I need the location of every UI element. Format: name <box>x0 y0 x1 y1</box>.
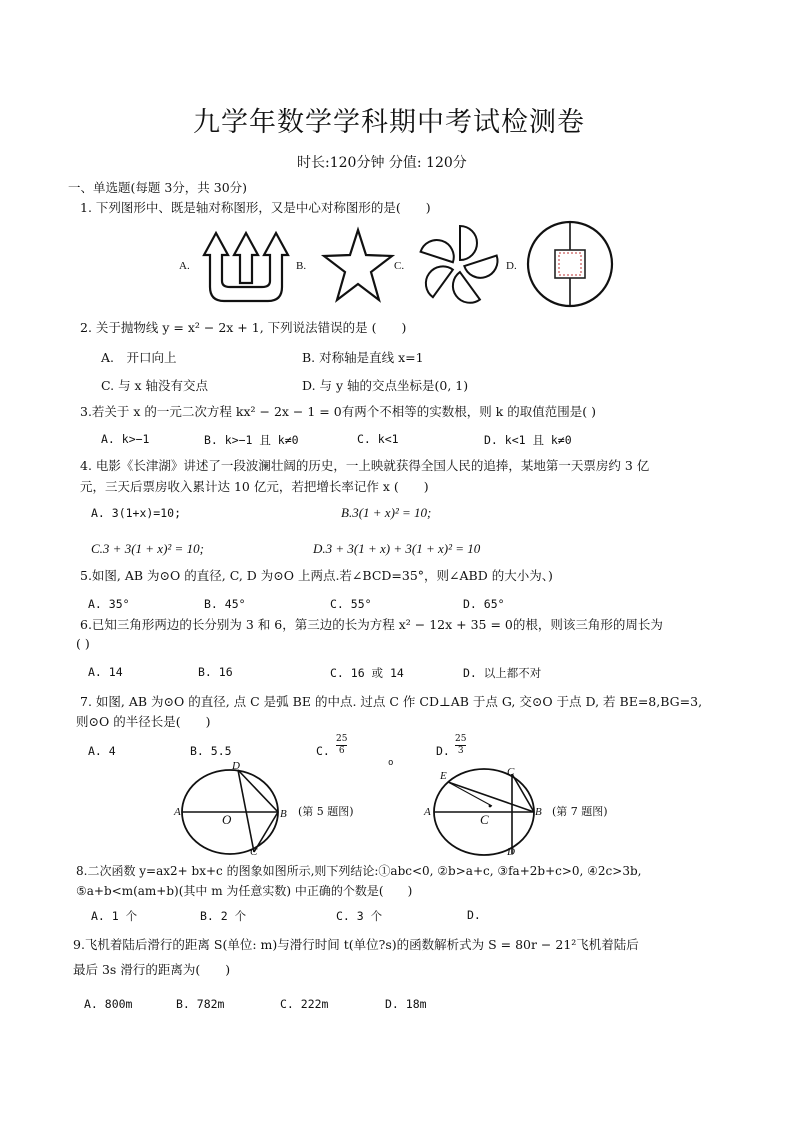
q2-option-d: D. 与 y 轴的交点坐标是(0, 1) <box>302 378 469 393</box>
fraction-denominator: 6 <box>338 746 345 756</box>
pinwheel-figure <box>410 222 506 310</box>
q2-option-a: A. 开口向上 <box>101 350 177 365</box>
fig7-caption: (第 7 题图) <box>552 805 608 818</box>
q6-stem-line2: ( ) <box>76 636 90 651</box>
q5-option-b: B. 45° <box>204 597 246 611</box>
trident-arrows-figure <box>200 225 292 305</box>
q9-option-c: C. 222m <box>280 997 329 1011</box>
q7-stem-line2: 则⊙O 的半径长是( ) <box>76 714 211 729</box>
page-title: 九学年数学学科期中考试检测卷 <box>193 107 585 138</box>
fig7-label-e: E <box>440 770 447 782</box>
q2-stem: 2. 关于抛物线 y = x² − 2x + 1, 下列说法错误的是 ( ) <box>80 320 407 335</box>
q3-option-a: A. k>−1 <box>101 432 150 446</box>
fig5-label-a: A <box>174 806 181 818</box>
q7-stem-line1: 7. 如图, AB 为⊙O 的直径, 点 C 是弧 BE 的中点. 过点 C 作 CD⊥AB 于点 G, 交⊙O 于点 D, 若 BE=8,BG=3, <box>80 694 703 709</box>
q6-option-b: B. 16 <box>198 665 233 679</box>
q2-option-c: C. 与 x 轴没有交点 <box>101 378 209 393</box>
q7-option-a: A. 4 <box>88 744 116 758</box>
section-heading: 一、单选题(每题 3分，共 30分) <box>68 180 248 195</box>
q7-option-d: D. <box>436 744 450 758</box>
q2-option-b: B. 对称轴是直线 x=1 <box>302 350 424 365</box>
q6-option-d: D. 以上都不对 <box>463 666 542 680</box>
q4-option-c: C.3 + 3(1 + x)² = 10; <box>91 541 204 556</box>
q1-label-a: A. <box>179 260 190 272</box>
fig5-caption: (第 5 题图) <box>298 805 354 818</box>
q8-stem-line1: 8.二次函数 y=ax2+ bx+c 的图象如图所示,则下列结论:①abc<0, ②b>a+c, ③fa+2b+c>0, ④2c>3b, <box>76 864 642 878</box>
star-figure <box>322 228 394 304</box>
q4-option-a: A. 3(1+x)=10; <box>91 506 182 520</box>
fig7-label-b: B <box>535 806 542 818</box>
q9-option-b: B. 782m <box>176 997 225 1011</box>
q9-option-d: D. 18m <box>385 997 427 1011</box>
fig7-label-d: D <box>507 846 515 858</box>
figure-q7-circle <box>430 762 550 862</box>
q6-option-a: A. 14 <box>88 665 123 679</box>
q8-option-c: C. 3 个 <box>336 909 383 923</box>
coin-figure <box>524 220 616 308</box>
q6-option-c: C. 16 或 14 <box>330 666 404 680</box>
q1-stem: 1. 下列图形中、既是轴对称图形，又是中心对称图形的是( ) <box>80 200 431 215</box>
stray-mark: o <box>388 758 394 768</box>
fig7-label-c: C <box>507 766 515 778</box>
q5-option-a: A. 35° <box>88 597 130 611</box>
q1-label-d: D. <box>506 260 517 272</box>
q3-option-b: B. k>−1 且 k≠0 <box>204 433 299 447</box>
q6-stem-line1: 6.已知三角形两边的长分别为 3 和 6，第三边的长为方程 x² − 12x + 35 = 0的根，则该三角形的周长为 <box>80 617 663 632</box>
q4-option-b: B.3(1 + x)² = 10; <box>341 505 432 520</box>
q9-stem-line2: 最后 3s 滑行的距离为( ) <box>73 962 231 977</box>
q4-option-d: D.3 + 3(1 + x) + 3(1 + x)² = 10 <box>313 541 481 556</box>
q1-label-c: C. <box>394 260 405 272</box>
q7-fraction-d <box>455 734 466 757</box>
fig5-label-d: D <box>232 760 240 772</box>
fraction-numerator: 25 <box>336 734 348 744</box>
q3-stem: 3.若关于 x 的一元二次方程 kx² − 2x − 1 = 0有两个不相等的实数根，则 k 的取值范围是( ) <box>80 404 596 419</box>
q7-fraction-c <box>336 734 347 757</box>
fig7-label-a: A <box>424 806 431 818</box>
fig5-label-o: O <box>222 812 232 827</box>
q5-stem: 5.如图, AB 为⊙O 的直径, C, D 为⊙O 上两点.若∠BCD=35°，则∠ABD 的大小为、) <box>80 568 553 583</box>
q9-stem-line1: 9.飞机着陆后滑行的距离 S(单位: m)与滑行时间 t(单位?s)的函数解析式为 S = 80r − 21²飞机着陆后 <box>73 937 639 952</box>
q4-stem-line2: 元，三天后票房收入累计达 10 亿元，若把增长率记作 x ( ) <box>80 479 429 494</box>
q5-option-c: C. 55° <box>330 597 372 611</box>
q7-option-b: B. 5.5 <box>190 744 232 758</box>
fraction-numerator: 25 <box>455 734 467 744</box>
fig5-label-b: B <box>280 808 287 820</box>
q4-stem-line1: 4. 电影《长津湖》讲述了一段波澜壮阔的历史，一上映就获得全国人民的追捧，某地第一天票房约 3 亿 <box>80 458 650 473</box>
q8-stem-line2: ⑤a+b<m(am+b)(其中 m 为任意实数) 中正确的个数是( ) <box>76 884 413 898</box>
q5-option-d: D. 65° <box>463 597 505 611</box>
fraction-denominator: 3 <box>457 746 464 756</box>
q7-option-c: C. <box>316 744 330 758</box>
q8-option-d: D. <box>467 908 481 922</box>
fig5-label-c: C <box>250 846 258 858</box>
q1-label-b: B. <box>296 260 307 272</box>
q8-option-b: B. 2 个 <box>200 909 247 923</box>
q3-option-d: D. k<1 且 k≠0 <box>484 433 572 447</box>
q8-option-a: A. 1 个 <box>91 909 138 923</box>
q3-option-c: C. k<1 <box>357 432 399 446</box>
exam-info: 时长:120分钟 分值: 120分 <box>297 155 467 171</box>
fig7-label-o: C <box>480 812 489 827</box>
q9-option-a: A. 800m <box>84 997 133 1011</box>
